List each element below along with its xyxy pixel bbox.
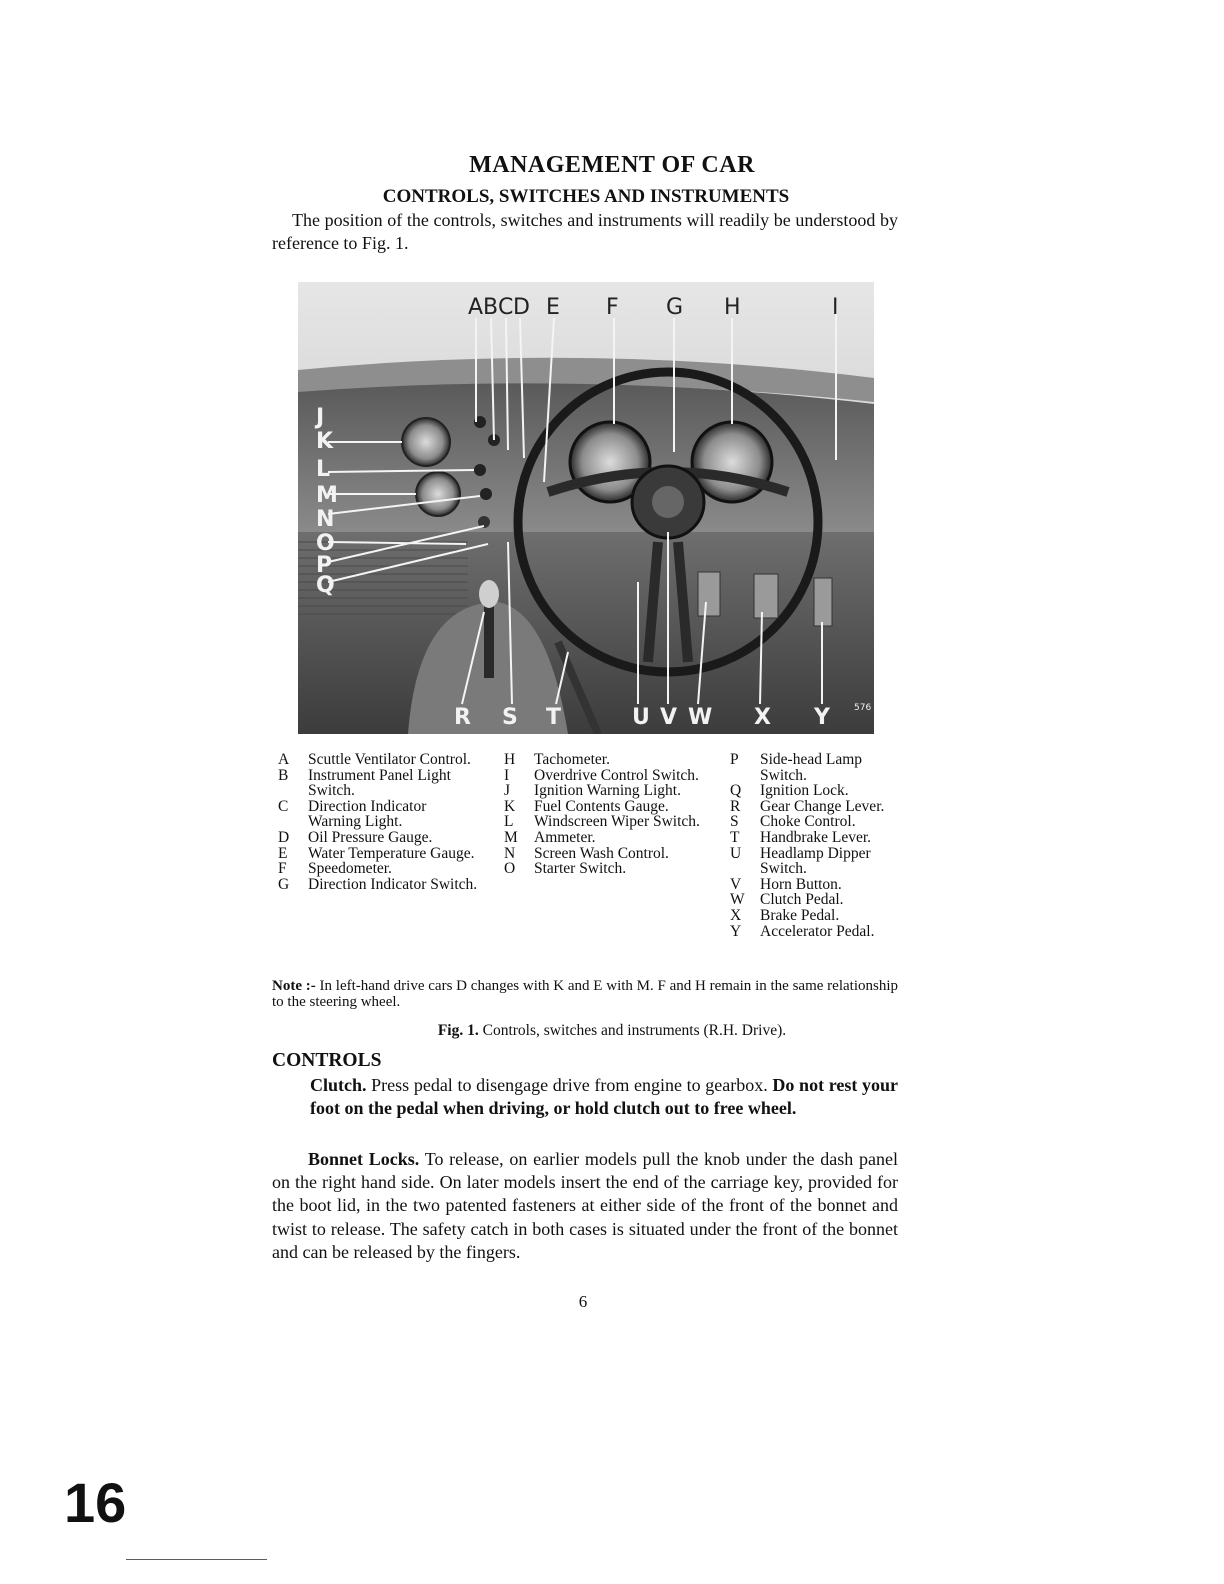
legend-item: F Speedometer. bbox=[278, 860, 392, 878]
figure-label-V: V bbox=[660, 705, 678, 730]
plate-number: 576 bbox=[854, 703, 872, 713]
legend-item: R Gear Change Lever. bbox=[730, 797, 885, 815]
legend-item: G Direction Indicator Switch. bbox=[278, 875, 478, 893]
page-title: MANAGEMENT OF CAR bbox=[469, 152, 755, 178]
figure-label-A: A bbox=[468, 295, 484, 320]
legend-item: W Clutch Pedal. bbox=[730, 891, 844, 909]
figure-label-X: X bbox=[754, 705, 771, 730]
clutch-lead: Clutch. bbox=[310, 1075, 367, 1095]
legend-item: T Handbrake Lever. bbox=[730, 828, 872, 846]
legend-item: I Overdrive Control Switch. bbox=[504, 766, 699, 784]
legend-item: C Direction Indicator Warning Light. bbox=[278, 797, 427, 831]
sheet-number: 16 bbox=[64, 1471, 127, 1534]
legend-item: K Fuel Contents Gauge. bbox=[504, 797, 669, 815]
clutch-paragraph bbox=[272, 1074, 898, 1120]
legend-item: X Brake Pedal. bbox=[730, 906, 840, 924]
section-subtitle: CONTROLS, SWITCHES AND INSTRUMENTS bbox=[382, 186, 790, 207]
figure-label-G: G bbox=[666, 295, 684, 320]
bonnet-lead: Bonnet Locks. bbox=[308, 1149, 420, 1169]
figure-label-L: L bbox=[316, 457, 331, 482]
figure-label-M: M bbox=[316, 483, 338, 508]
figure-label-K: K bbox=[316, 429, 334, 454]
legend-item: U Headlamp Dipper Switch. bbox=[730, 844, 871, 878]
legend-item: V Horn Button. bbox=[730, 875, 842, 893]
clutch-warning: Do not rest your foot on the pedal when driving, or hold clutch out to free wheel. bbox=[310, 1075, 899, 1119]
caption-label: Fig. 1. bbox=[437, 1022, 479, 1039]
figure-label-T: T bbox=[546, 705, 562, 730]
figure-label-U: U bbox=[632, 705, 650, 730]
figure-label-W: W bbox=[688, 705, 713, 730]
legend-item: P Side-head Lamp Switch. bbox=[730, 751, 863, 784]
figure-label-D: D bbox=[513, 295, 530, 320]
legend-item: E Water Temperature Gauge. bbox=[278, 844, 475, 862]
legend-item: M Ammeter. bbox=[504, 828, 596, 846]
figure-note bbox=[272, 978, 898, 1010]
figure-label-N: N bbox=[316, 507, 335, 532]
dashboard-illustration bbox=[298, 282, 874, 734]
intro-paragraph: The position of the controls, switches and instruments will readily be understood by reference to Fig. 1. bbox=[272, 210, 898, 253]
bonnet-text: To release, on earlier models pull the knob under the dash panel on the right hand side. On later models insert the end of the carriage key, provided for the boot lid, in the two patented fasteners at either side of the front of the bonnet and twist to release. The safety catch in both cases is situated under the front of the bonnet and can be released by the fingers. bbox=[272, 1149, 898, 1262]
figure-label-F: F bbox=[606, 295, 619, 320]
clutch-text: Press pedal to disengage drive from engine to gearbox. bbox=[371, 1075, 768, 1095]
legend-item: A Scuttle Ventilator Control. bbox=[278, 751, 471, 768]
note-label: Note :- bbox=[272, 978, 316, 994]
figure-label-E: E bbox=[546, 295, 560, 320]
legend-column-3 bbox=[730, 752, 902, 939]
note-text: In left-hand drive cars D changes with K and E with M. F and H remain in the same relationship to the steering wheel. bbox=[272, 978, 898, 1010]
figure-label-Q: Q bbox=[316, 573, 335, 598]
controls-heading: CONTROLS bbox=[272, 1050, 382, 1071]
legend-column-2 bbox=[504, 752, 704, 877]
figure-label-P: P bbox=[316, 553, 333, 578]
legend-item: Y Accelerator Pedal. bbox=[730, 922, 875, 940]
figure-label-O: O bbox=[316, 531, 335, 556]
figure-label-I: I bbox=[832, 295, 839, 320]
legend-item: N Screen Wash Control. bbox=[504, 844, 669, 862]
dashboard-figure bbox=[298, 282, 874, 734]
legend-item: Q Ignition Lock. bbox=[730, 782, 849, 800]
legend-item: O Starter Switch. bbox=[504, 860, 627, 878]
figure-label-J: J bbox=[316, 405, 325, 430]
legend-item: H Tachometer. bbox=[504, 751, 610, 768]
figure-caption bbox=[0, 1022, 1224, 1040]
figure-label-C: C bbox=[498, 295, 514, 320]
legend-item: S Choke Control. bbox=[730, 813, 856, 831]
figure-label-R: R bbox=[454, 705, 471, 730]
legend-column-1 bbox=[278, 752, 478, 892]
caption-text: Controls, switches and instruments (R.H. Drive). bbox=[482, 1022, 787, 1039]
bonnet-paragraph bbox=[272, 1148, 898, 1264]
figure-label-S: S bbox=[502, 705, 518, 730]
legend-item: D Oil Pressure Gauge. bbox=[278, 828, 433, 846]
legend-item: B Instrument Panel Light Switch. bbox=[278, 766, 451, 800]
footer-rule bbox=[126, 1559, 267, 1560]
figure-label-H: H bbox=[724, 295, 741, 320]
figure-label-B: B bbox=[483, 295, 499, 320]
page-number: 6 bbox=[578, 1292, 588, 1311]
figure-label-Y: Y bbox=[814, 705, 830, 730]
legend-item: L Windscreen Wiper Switch. bbox=[504, 813, 700, 831]
legend-item: J Ignition Warning Light. bbox=[504, 782, 681, 800]
